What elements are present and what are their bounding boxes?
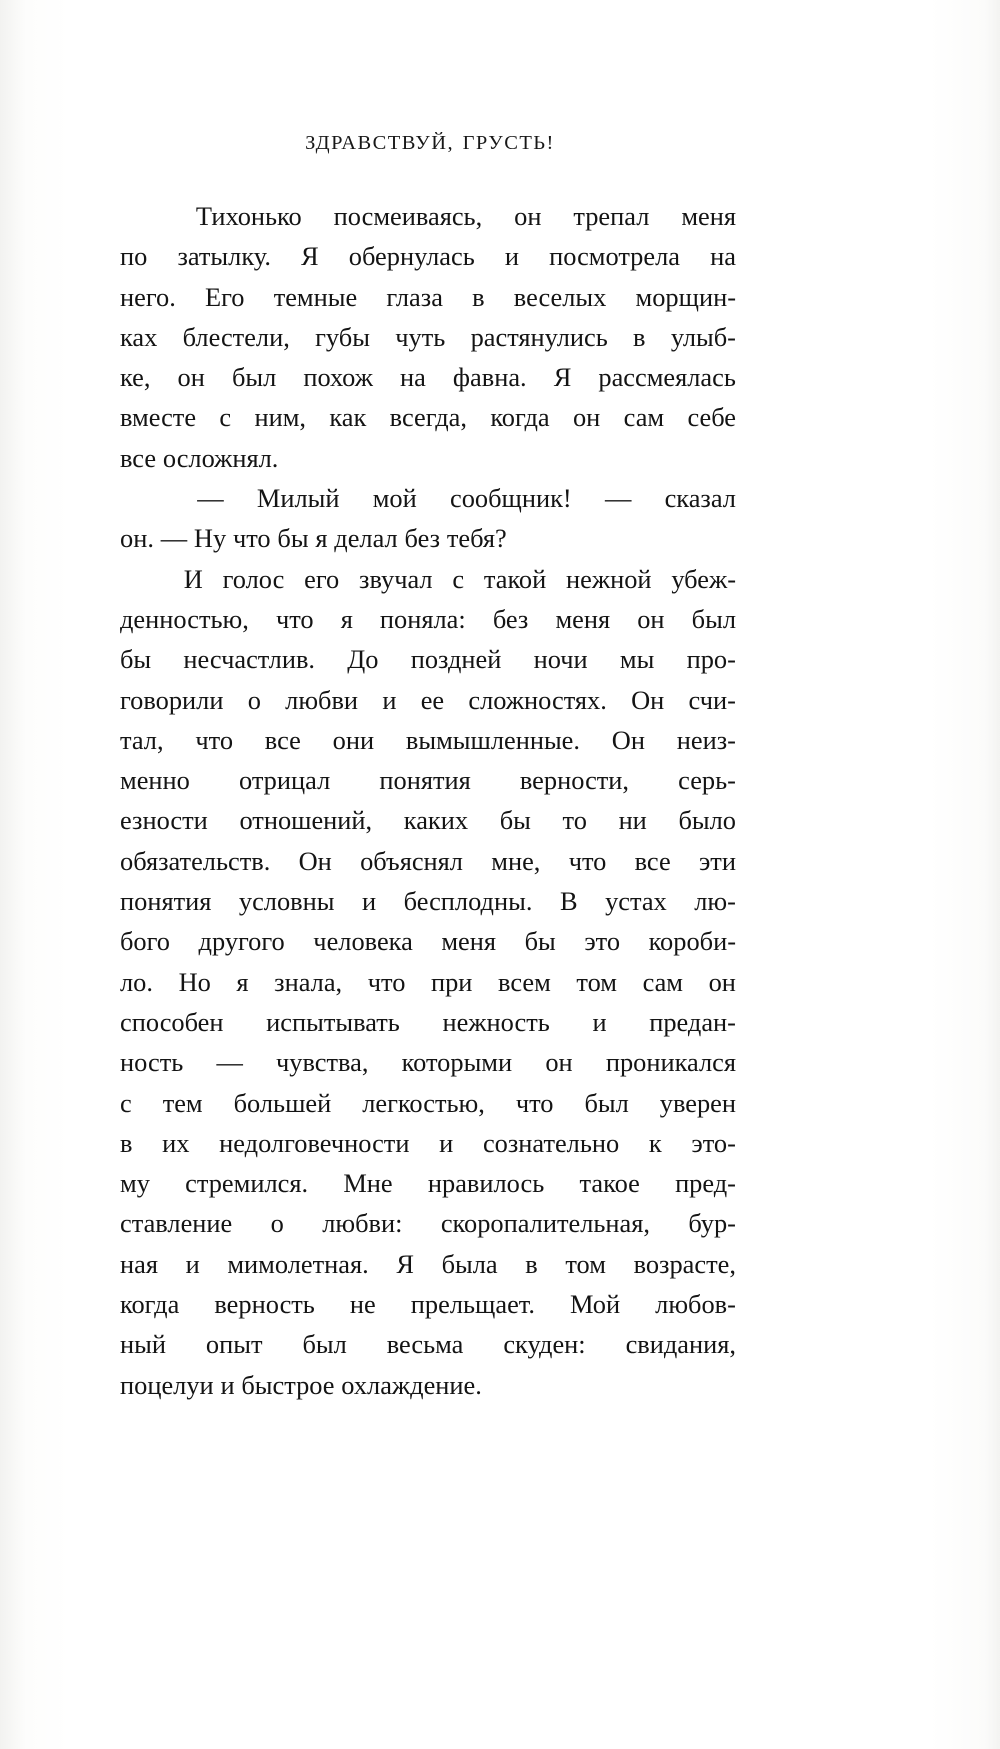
word: посмотрела [549,241,680,272]
word: фавна. [452,362,527,393]
first-line-indent [120,559,164,599]
word: что [515,1087,554,1118]
word: без [492,603,529,634]
word: — [197,483,224,514]
text-line [120,1002,736,1042]
word: поняла: [379,603,466,634]
word: Милый [256,483,340,514]
word: и [382,684,397,715]
word: бур- [688,1208,736,1239]
text-line [120,397,736,437]
word: испытывать [266,1006,400,1037]
word: ним, [254,402,306,433]
text-line [120,680,736,720]
text-line [120,760,736,800]
word: это [584,926,621,957]
word: их [162,1127,190,1158]
word: был [302,1329,347,1360]
word: Мне [343,1168,393,1199]
word: Мой [569,1289,621,1320]
word: Его [205,281,245,312]
word: посмеиваясь, [333,201,483,231]
word: Тихонько [195,201,302,231]
word: на [400,362,426,393]
word: о [247,684,261,715]
text-line [120,1244,736,1284]
word: том [576,966,617,997]
word: ный [120,1329,166,1360]
word: Он [611,724,645,755]
word: понятия [379,765,471,796]
text-line [120,1324,736,1364]
word: него. [120,281,176,312]
word: пред- [675,1168,736,1199]
text-line [120,881,736,921]
text-line [120,317,736,357]
word: был [231,362,277,393]
word: нравилось [427,1168,545,1199]
word: свидания, [625,1329,736,1360]
word: веселых [513,281,607,312]
word: и [504,241,519,272]
word: му [120,1168,150,1199]
word: прельщает. [410,1289,535,1320]
text-line: все осложнял. [120,442,279,473]
word: устах [605,886,667,917]
word: — [604,483,632,514]
word: в [633,321,646,352]
word: он [545,1047,573,1078]
word: короби- [648,926,736,957]
word: бы [120,644,152,675]
word: Я [396,1248,414,1279]
word: к [648,1127,662,1158]
word: обязательств. [120,845,271,876]
word: по [120,241,148,272]
word: любви: [322,1208,403,1239]
word: сложностях. [468,684,607,715]
word: До [347,644,379,675]
word: был [691,603,736,634]
word: всем [498,966,551,997]
word: Я [301,241,319,272]
word: скуден: [503,1329,586,1360]
word: мой [372,483,417,514]
word: они [332,724,375,755]
word: такое [579,1168,640,1199]
word: скоропалительная, [440,1208,650,1239]
word: когда [120,1289,180,1320]
word: менно [120,765,190,796]
word: что [568,845,607,876]
word: верности, [519,765,630,796]
word: легкостью, [362,1087,485,1118]
word: и [362,886,377,917]
word: мимолетная. [227,1248,369,1279]
word: недолговечности [219,1127,410,1158]
text-line [120,1284,736,1324]
word: он [572,402,601,433]
word: ни [618,805,647,836]
text-line [120,921,736,961]
word: ках [120,321,158,352]
first-line-indent [120,478,164,518]
word: меня [555,603,611,634]
word: что [275,603,314,634]
word: ность [120,1047,184,1078]
word: том [565,1248,606,1279]
word: чувства, [276,1047,369,1078]
word: мы [619,644,655,675]
word: сообщник! [449,483,572,514]
word: которыми [401,1047,513,1078]
word: несчастлив. [183,644,316,675]
word: ная [120,1248,158,1279]
paragraph-1 [120,196,736,478]
word: как [329,402,367,433]
word: ло. [120,966,153,997]
text-line [120,357,736,397]
word: отрицал [238,765,331,796]
word: при [430,966,473,997]
word: растянулись [470,321,608,352]
word: всегда, [389,402,467,433]
word: поздней [410,644,502,675]
word: проникался [605,1047,736,1078]
word: вместе [120,402,197,433]
word: счи- [688,684,736,715]
word: тал, [120,724,164,755]
word: блестели, [182,321,290,352]
word: он [177,362,205,393]
word: предан- [649,1006,736,1037]
text-line [120,639,736,679]
paragraph-3 [120,559,736,1405]
text-line [120,720,736,760]
word: меня [441,926,497,957]
word: все [264,724,301,755]
word: уверен [659,1087,736,1118]
word: другого [198,926,285,957]
word: не [349,1289,376,1320]
word: на [710,241,736,272]
word: весьма [386,1329,464,1360]
word: И [183,563,203,594]
word: эти [698,845,736,876]
word: что [367,966,406,997]
word: ке, [120,362,151,393]
word: стремился. [185,1168,309,1199]
word: что [195,724,234,755]
word: то [562,805,587,836]
word: говорили [120,684,224,715]
word: езности [120,805,208,836]
word: про- [686,644,736,675]
word: любов- [655,1289,736,1320]
word: улыб- [670,321,736,352]
word: мне, [491,845,541,876]
text-line [120,1163,736,1203]
word: лю- [694,886,736,917]
text-line [120,800,736,840]
first-line-indent [120,196,164,236]
word: я [340,603,353,634]
word: с [452,563,465,594]
word: убеж- [671,563,736,594]
word: тем [162,1087,203,1118]
word: чуть [395,321,446,352]
word: сознательно [482,1127,620,1158]
word: бого [120,926,170,957]
word: его [304,563,340,594]
text-line: он. — Ну что бы я делал без тебя? [120,523,507,554]
word: глаза [386,281,443,312]
word: в [525,1248,538,1279]
word: любви [285,684,359,715]
word: все [634,845,671,876]
word: и [592,1006,607,1037]
text-line [120,196,736,236]
word: Я [553,362,572,393]
text-line [120,1083,736,1123]
word: В [559,886,578,917]
word: темные [273,281,358,312]
word: затылку. [177,241,271,272]
word: морщин- [635,281,736,312]
word: когда [490,402,550,433]
word: губы [315,321,370,352]
word: ставление [120,1208,233,1239]
word: верность [214,1289,315,1320]
word: он [514,201,542,231]
text-line [120,962,736,1002]
word: бесплодны. [403,886,533,917]
text-line [120,277,736,317]
body-text [120,196,736,1405]
word: сам [642,966,684,997]
word: знала, [274,966,343,997]
word: нежной [566,563,652,594]
word: — [216,1047,243,1078]
text-line [120,841,736,881]
word: я [236,966,249,997]
text-line: поцелуи и быстрое охлаждение. [120,1369,482,1400]
paragraph-2 [120,478,736,559]
word: бы [499,805,531,836]
text-line [120,1203,736,1243]
text-line [120,1123,736,1163]
word: условны [238,886,335,917]
word: похож [303,362,373,393]
word: вымышленные. [405,724,580,755]
word: это- [691,1127,736,1158]
word: меня [681,201,736,231]
word: сказал [664,483,736,514]
word: человека [313,926,413,957]
word: обернулась [348,241,475,272]
word: он [637,603,665,634]
word: с [120,1087,132,1118]
word: способен [120,1006,224,1037]
word: в [472,281,485,312]
running-head: ЗДРАВСТВУЙ, ГРУСТЬ! [305,132,555,154]
text-line [120,559,736,599]
text-line [120,1042,736,1082]
word: была [441,1248,498,1279]
word: отношений, [239,805,373,836]
word: звучал [359,563,433,594]
word: возрасте, [633,1248,736,1279]
word: и [185,1248,200,1279]
word: голос [222,563,285,594]
word: серь- [678,765,736,796]
word: нежность [442,1006,550,1037]
word: опыт [205,1329,263,1360]
text-line [120,599,736,639]
word: каких [403,805,469,836]
word: себе [687,402,736,433]
word: он [708,966,736,997]
word: было [678,805,736,836]
word: Он [631,684,665,715]
word: неиз- [676,724,736,755]
word: такой [483,563,547,594]
word: в [120,1127,133,1158]
word: трепал [573,201,650,231]
word: ее [420,684,445,715]
word: бы [524,926,556,957]
word: был [584,1087,629,1118]
word: объяснял [360,845,463,876]
word: о [270,1208,284,1239]
word: большей [233,1087,332,1118]
word: сам [623,402,665,433]
text-line [120,236,736,276]
text-line [120,478,736,518]
word: понятия [120,886,212,917]
word: ночи [533,644,588,675]
word: Он [298,845,332,876]
word: денностью, [120,603,249,634]
word: и [439,1127,454,1158]
word: Но [178,966,211,997]
word: рассмеялась [598,362,736,393]
word: с [219,402,232,433]
